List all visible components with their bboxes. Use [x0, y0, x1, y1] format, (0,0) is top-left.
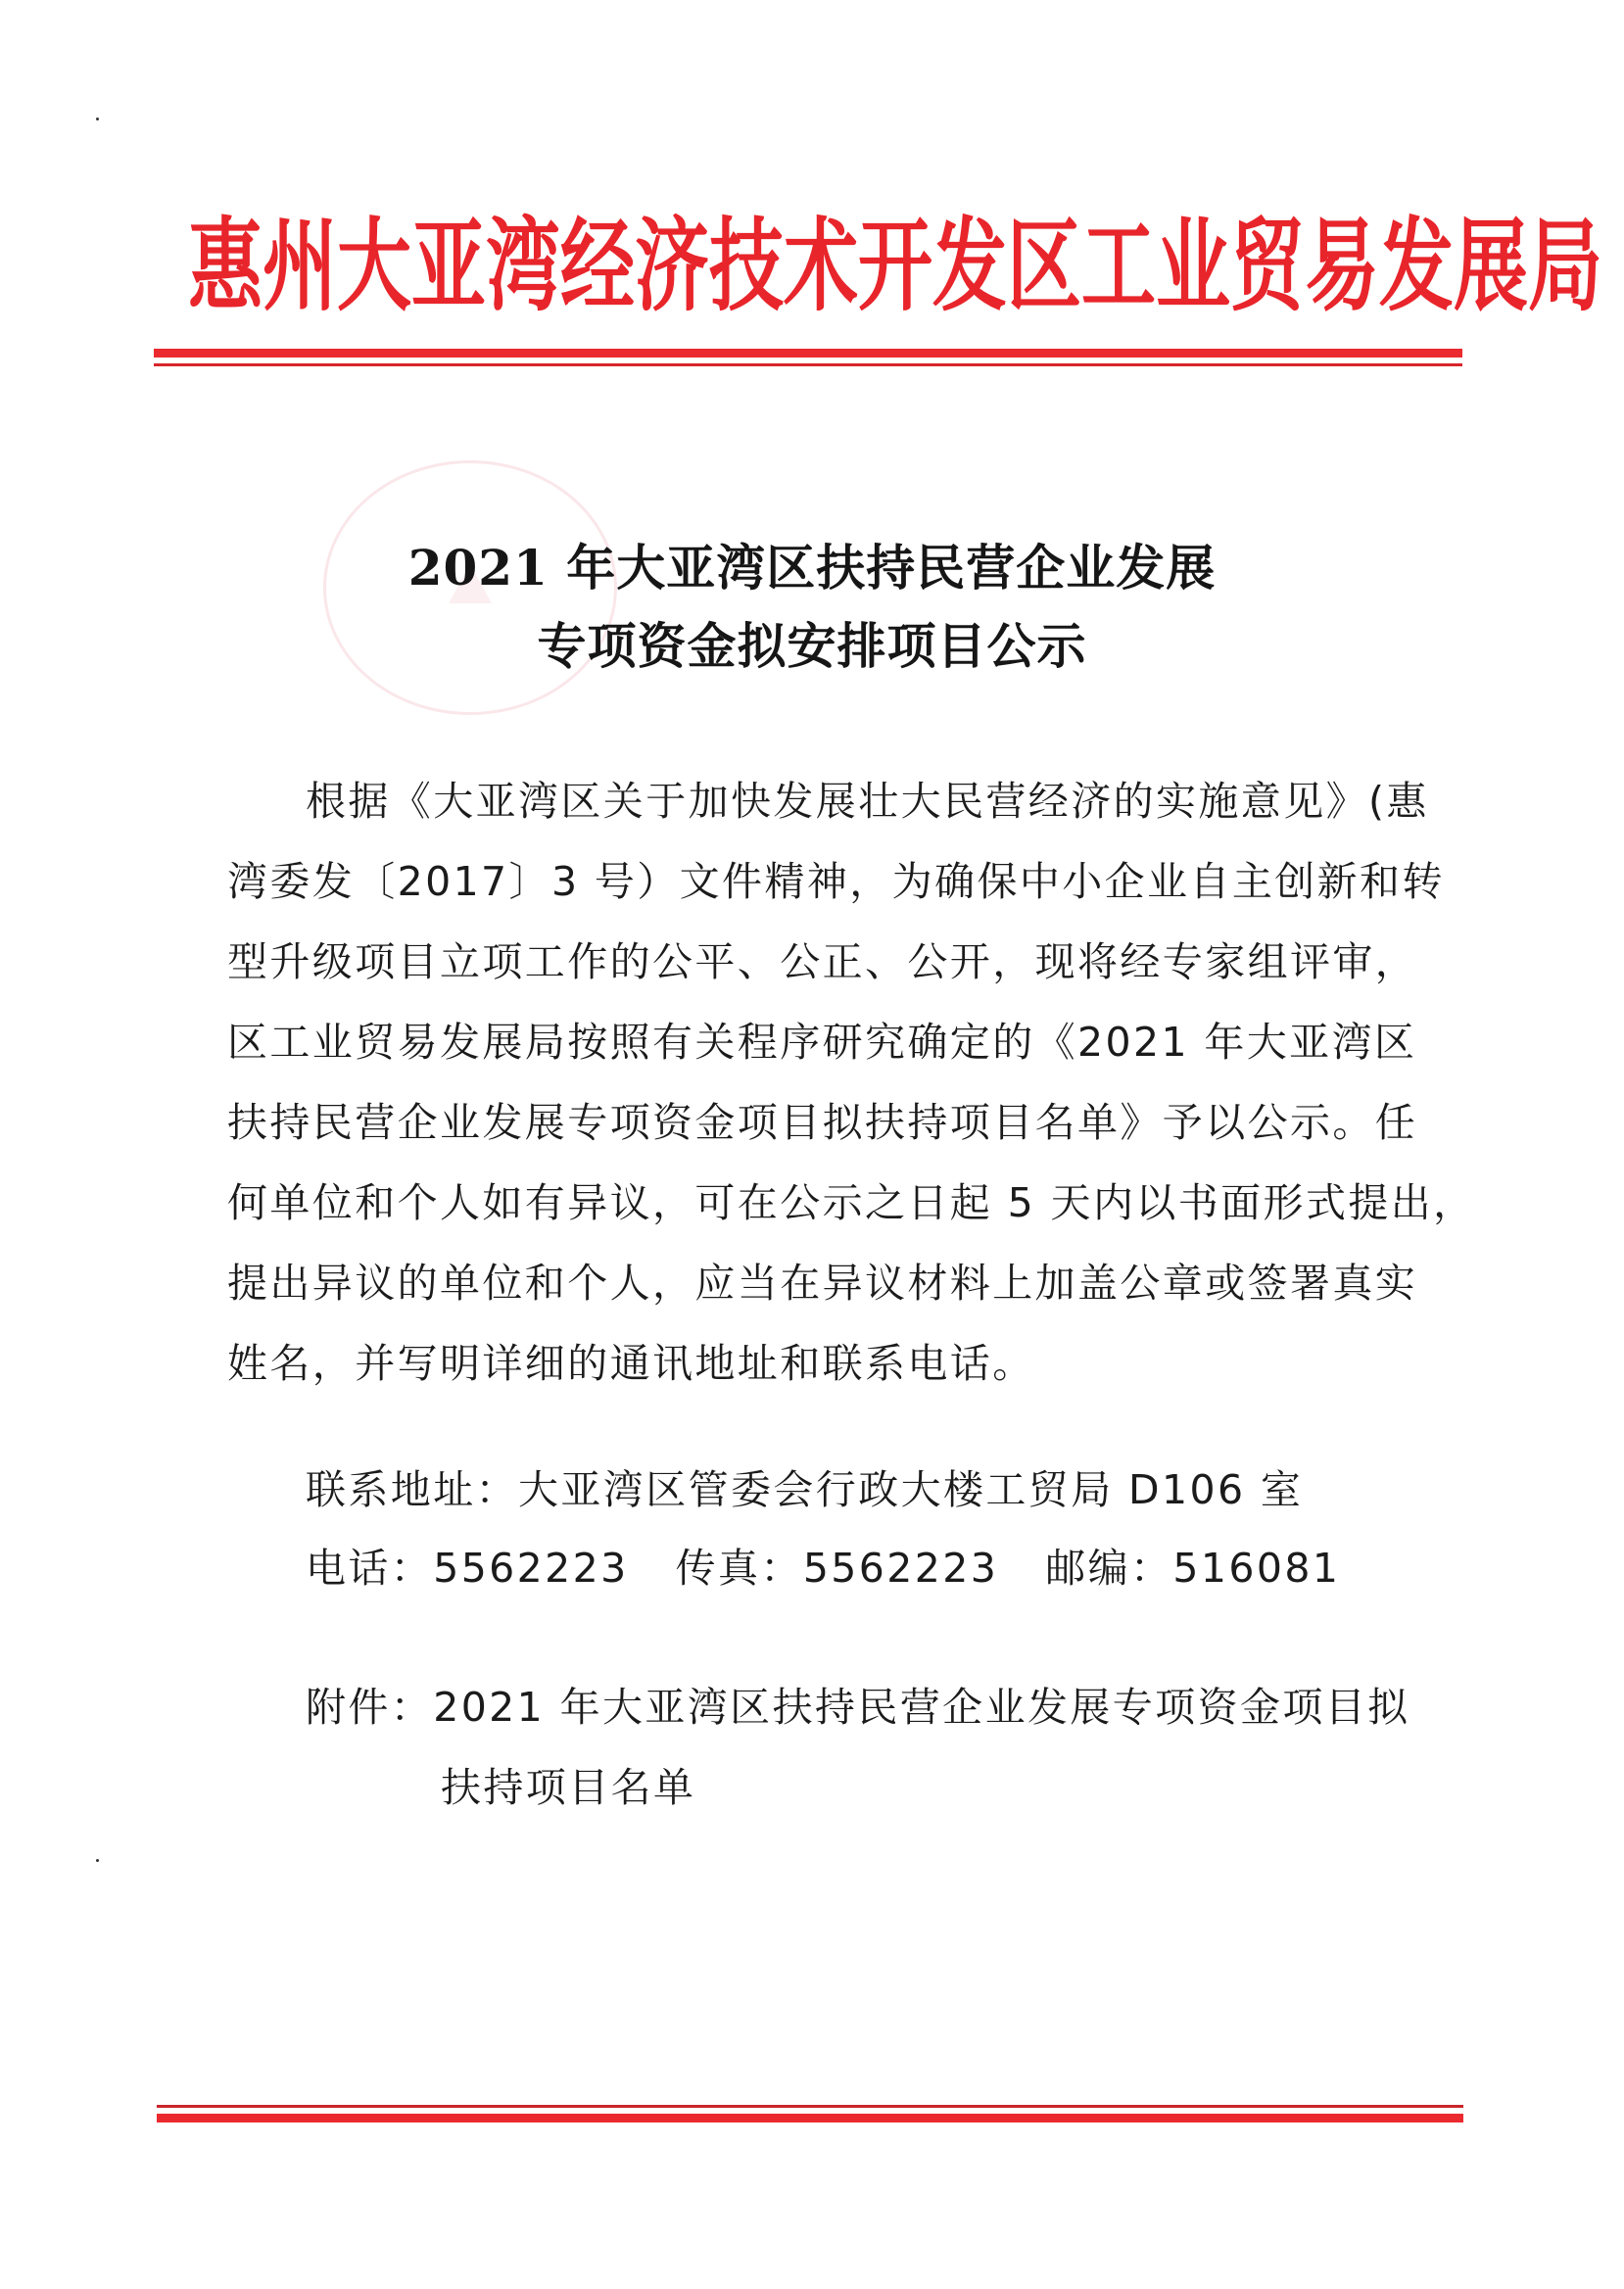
attachment-label: 附件： [306, 1684, 434, 1731]
letterhead-char: 业 [1156, 207, 1230, 325]
letterhead-char: 局 [1528, 207, 1602, 325]
letterhead-char: 区 [1007, 207, 1081, 325]
attachment-line-1 [306, 1675, 1410, 1733]
letterhead-char: 发 [1379, 207, 1454, 325]
footer-rule-thin [157, 2105, 1463, 2108]
body-line: 型升级项目立项工作的公平、公正、公开，现将经专家组评审， [227, 938, 1418, 985]
letterhead-rule-thin [154, 363, 1462, 366]
body-line: 湾委发〔2017〕3 号）文件精神，为确保中小企业自主创新和转 [227, 858, 1445, 905]
footer-rule-thick [157, 2114, 1463, 2122]
postcode-label: 邮编： [1045, 1545, 1173, 1592]
phone-value: 5562223 [433, 1545, 629, 1592]
body-line: 根据《大亚湾区关于加快发展壮大民营经济的实施意见》(惠 [306, 778, 1429, 825]
letterhead-char: 开 [858, 207, 932, 325]
address-value: 大亚湾区管委会行政大楼工贸局 D106 室 [518, 1466, 1304, 1513]
attachment-line-2: 扶持项目名单 [441, 1764, 696, 1811]
body-line: 何单位和个人如有异议，可在公示之日起 5 天内以书面形式提出， [227, 1179, 1476, 1226]
letterhead-char: 亚 [411, 207, 486, 325]
letterhead-char: 惠 [188, 207, 263, 325]
body-line: 扶持民营企业发展专项资金项目拟扶持项目名单》予以公示。任 [227, 1099, 1418, 1146]
letterhead-char: 经 [560, 207, 635, 325]
letterhead-org-name [147, 207, 1602, 325]
attachment-title: 2021 年大亚湾区扶持民营企业发展专项资金项目拟 [433, 1684, 1410, 1731]
document-title-line-1: 2021 年大亚湾区扶持民营企业发展 [407, 539, 1217, 596]
document-title-line-2: 专项资金拟安排项目公示 [537, 617, 1087, 675]
address-label: 联系地址： [306, 1466, 518, 1513]
letterhead-rule-thick [154, 349, 1462, 358]
scan-speck [96, 1859, 99, 1862]
fax-label: 传真： [675, 1545, 803, 1592]
letterhead-char: 技 [709, 207, 784, 325]
postcode-value: 516081 [1172, 1545, 1341, 1592]
letterhead-char: 发 [932, 207, 1007, 325]
letterhead-char: 湾 [486, 207, 560, 325]
scan-speck [96, 118, 99, 120]
body-line: 提出异议的单位和个人，应当在异议材料上加盖公章或签署真实 [227, 1260, 1418, 1307]
phone-label: 电话： [306, 1545, 434, 1592]
letterhead-char: 大 [337, 207, 411, 325]
contact-numbers [306, 1536, 1340, 1594]
contact-address [306, 1457, 1303, 1515]
body-line: 姓名，并写明详细的通讯地址和联系电话。 [227, 1340, 1035, 1387]
letterhead-char: 易 [1305, 207, 1379, 325]
letterhead-char: 展 [1454, 207, 1528, 325]
letterhead-char: 工 [1081, 207, 1156, 325]
letterhead-char: 济 [635, 207, 709, 325]
fax-value: 5562223 [802, 1545, 999, 1592]
letterhead-char: 贸 [1230, 207, 1305, 325]
letterhead-char: 州 [263, 207, 337, 325]
letterhead-char: 术 [784, 207, 858, 325]
body-line: 区工业贸易发展局按照有关程序研究确定的《2021 年大亚湾区 [227, 1019, 1417, 1066]
